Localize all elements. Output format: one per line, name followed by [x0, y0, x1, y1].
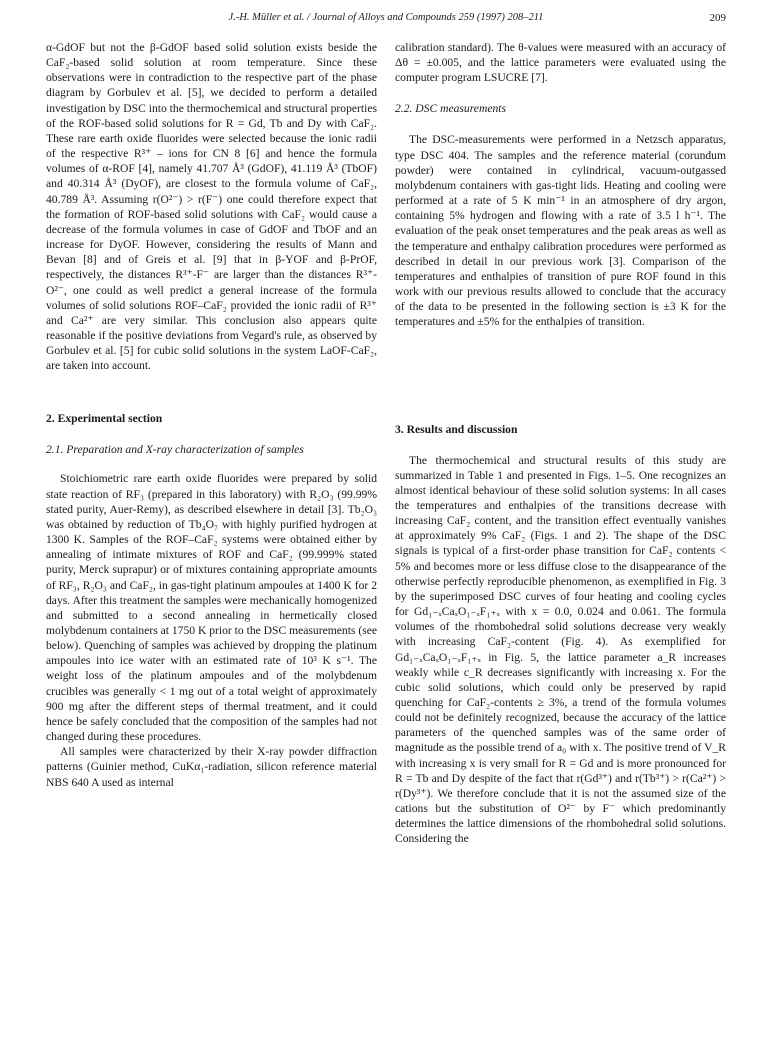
running-title: J.-H. Müller et al. / Journal of Alloys and Compounds 259 (1997) 208–211	[228, 12, 544, 23]
xray-paragraph: All samples were characterized by their X-ray powder diffraction patterns (Guinier method, CuKα₁-radiation, silicon reference material NBS 640 A used as internal	[46, 745, 377, 789]
intro-paragraph-continued: α-GdOF but not the β-GdOF based solid solution exists beside the CaF₂-based solid solution at room temperature. Since these observations were in contradiction to the respective part of the phase diagram by Gorbulev et al. [5], we decided to perform a detailed investigation by DSC into the thermochemical and structural properties of the ROF-based solid solutions for R = Gd, Tb and Dy with CaF₂. These rare earth oxide fluorides were selected because the ionic radii of the respective R³⁺ – ions for CN 8 [6] and hence the formula volumes of α-ROF [4], namely 41.707 Å³ (GdOF), 41.119 Å³ (TbOF) and 40.314 Å³ (DyOF), are closest to the formula volume of CaF₂, 40.789 Å³. Assuming r(O²⁻) > r(F⁻) one could therefore expect that the formation of ROF-based solid solutions with CaF₂ would cause a decrease of the formula volumes in case of GdOF and TbOF and an increase for DyOF. However, considering the results of Mann and Bevan [8] and of Greis et al. [9] that in β-YOF and β-PrOF, respectively, the distances R³⁺-F⁻ are larger than the distances R³⁺-O²⁻, one could as well predict a general increase of the formula volumes of solid solutions ROF–CaF₂ provided the ionic radii of R³⁺ and Ca²⁺ are very similar. This conclusion also appears quite reasonable if the positive deviations from Vegard's rule, as observed by Gorbulev et al. [5] for cubic solid solutions in the system LaOF-CaF₂, are taken into account.	[46, 41, 377, 373]
page-header	[46, 10, 726, 30]
section-heading-results: 3. Results and discussion	[395, 422, 518, 436]
dsc-paragraph: The DSC-measurements were performed in a Netzsch apparatus, type DSC 404. The samples and the reference material (corundum powder) were contained in cylindrical, vacuum-outgassed molybdenum containers with gas-tight lids. Heating and cooling were performed at a rate of 5 K min⁻¹ in an atmosphere of dry argon, containing 5% hydrogen and flowing with a rate of 3.5 l h⁻¹. The evaluation of the peak onset temperatures and the peak areas as well as the temperature and enthalpy calibration procedures were performed as described in detail in our previous work [3]. Comparison of the temperatures and enthalpies of transition of pure ROF found in this work with our previous results allowed to conclude that the accuracy of the data to be presented in the following section is ±3 K for the temperatures and ±5% for the enthalpies of transition.	[395, 133, 726, 329]
xray-paragraph-continued: calibration standard). The θ-values were measured with an accuracy of Δθ = ±0.005, and the lattice parameters were evaluated using the computer program LSUCRE [7].	[395, 41, 726, 85]
results-paragraph: The thermochemical and structural results of this study are summarized in Table 1 and presented in Figs. 1–5. One recognizes an almost identical behaviour of these solid solution systems: In all cases the temperatures and enthalpies of the transitions decrease with increasing CaF₂ content, and the transition effect eventually vanishes at approximately 9% CaF₂ (Figs. 1 and 2). The shape of the DSC signals is typical of a first-order phase transition for CaF₂ contents < 5% and becomes more or less diffuse close to the disappearance of the otherwise perfectly reproducible phenomenon, as exemplified in Fig. 3 by the superimposed DSC curves of four heating and cooling cycles for Gd₁₋ₓCaₓO₁₋ₓF₁₊ₓ with x = 0.0, 0.024 and 0.061. The formula volumes of the rhombohedral solid solutions decrease very weakly with increasing CaF₂-content (Fig. 4). As exemplified for Gd₁₋ₓCaₓO₁₋ₓF₁₊ₓ in Fig. 5, the lattice parameter a_R increases weakly while c_R decreases significantly with increasing x. For the cubic solid solutions, which could only be preserved by rapid quenching for CaF₂-contents ≥ 3%, a trend of the formula volumes could not be definitely recognized, because the accuracy of the lattice parameters of the quenched samples was of the same order of magnitude as the possible trend of a₀ with x. The positive trend of V_R with increasing x is very small for R = Gd and is more pronounced for R = Tb and Dy despite of the fact that r(Gd³⁺) and r(Tb³⁺) > r(Ca²⁺) > r(Dy³⁺). We therefore conclude that it is not the assumed size of the cations but the substitution of O²⁻ by F⁻ which predominantly determines the lattice dimensions of the rhombohedral solid solutions. Considering the	[395, 453, 726, 846]
subsection-heading-preparation: 2.1. Preparation and X-ray characterization of samples	[46, 443, 304, 457]
left-column	[46, 40, 377, 790]
preparation-paragraph: Stoichiometric rare earth oxide fluorides were prepared by solid state reaction of RF₃ (prepared in this laboratory) with R₂O₃ (99.99% stated purity, Auer-Remy), as described elsewhere in detail [3]. Tb₂O₃ was obtained by reduction of Tb₄O₇ with highly purified hydrogen at 1300 K. Samples of the ROF–CaF₂ systems were obtained either by annealing of intimate mixtures of ROF and CaF₂ (99.999% stated purity, Merck suprapur) or of mixtures containing appropriate amounts of RF₃, R₂O₃ and CaF₂, in gas-tight platinum ampoules at 1400 K for 2 days. After this treatment the samples were mechanically homogenized and submitted to a second annealing in hermetically closed molybdenum containers at 1750 K prior to the DSC measurements (see below). Quenching of samples was achieved by dropping the platinum ampoules into ice water with an estimated rate of 10³ K s⁻¹. The weight loss of the platinum ampoules and of the molybdenum crucibles was generally < 1 mg out of a total weight of approximately 900 mg after the different steps of thermal treatment, and it could hence be safely concluded that the composition of the samples had not changed during these procedures.	[46, 472, 377, 744]
page-number: 209	[709, 12, 726, 24]
section-heading-experimental: 2. Experimental section	[46, 412, 163, 426]
right-column	[395, 40, 726, 847]
subsection-heading-dsc: 2.2. DSC measurements	[395, 102, 506, 116]
